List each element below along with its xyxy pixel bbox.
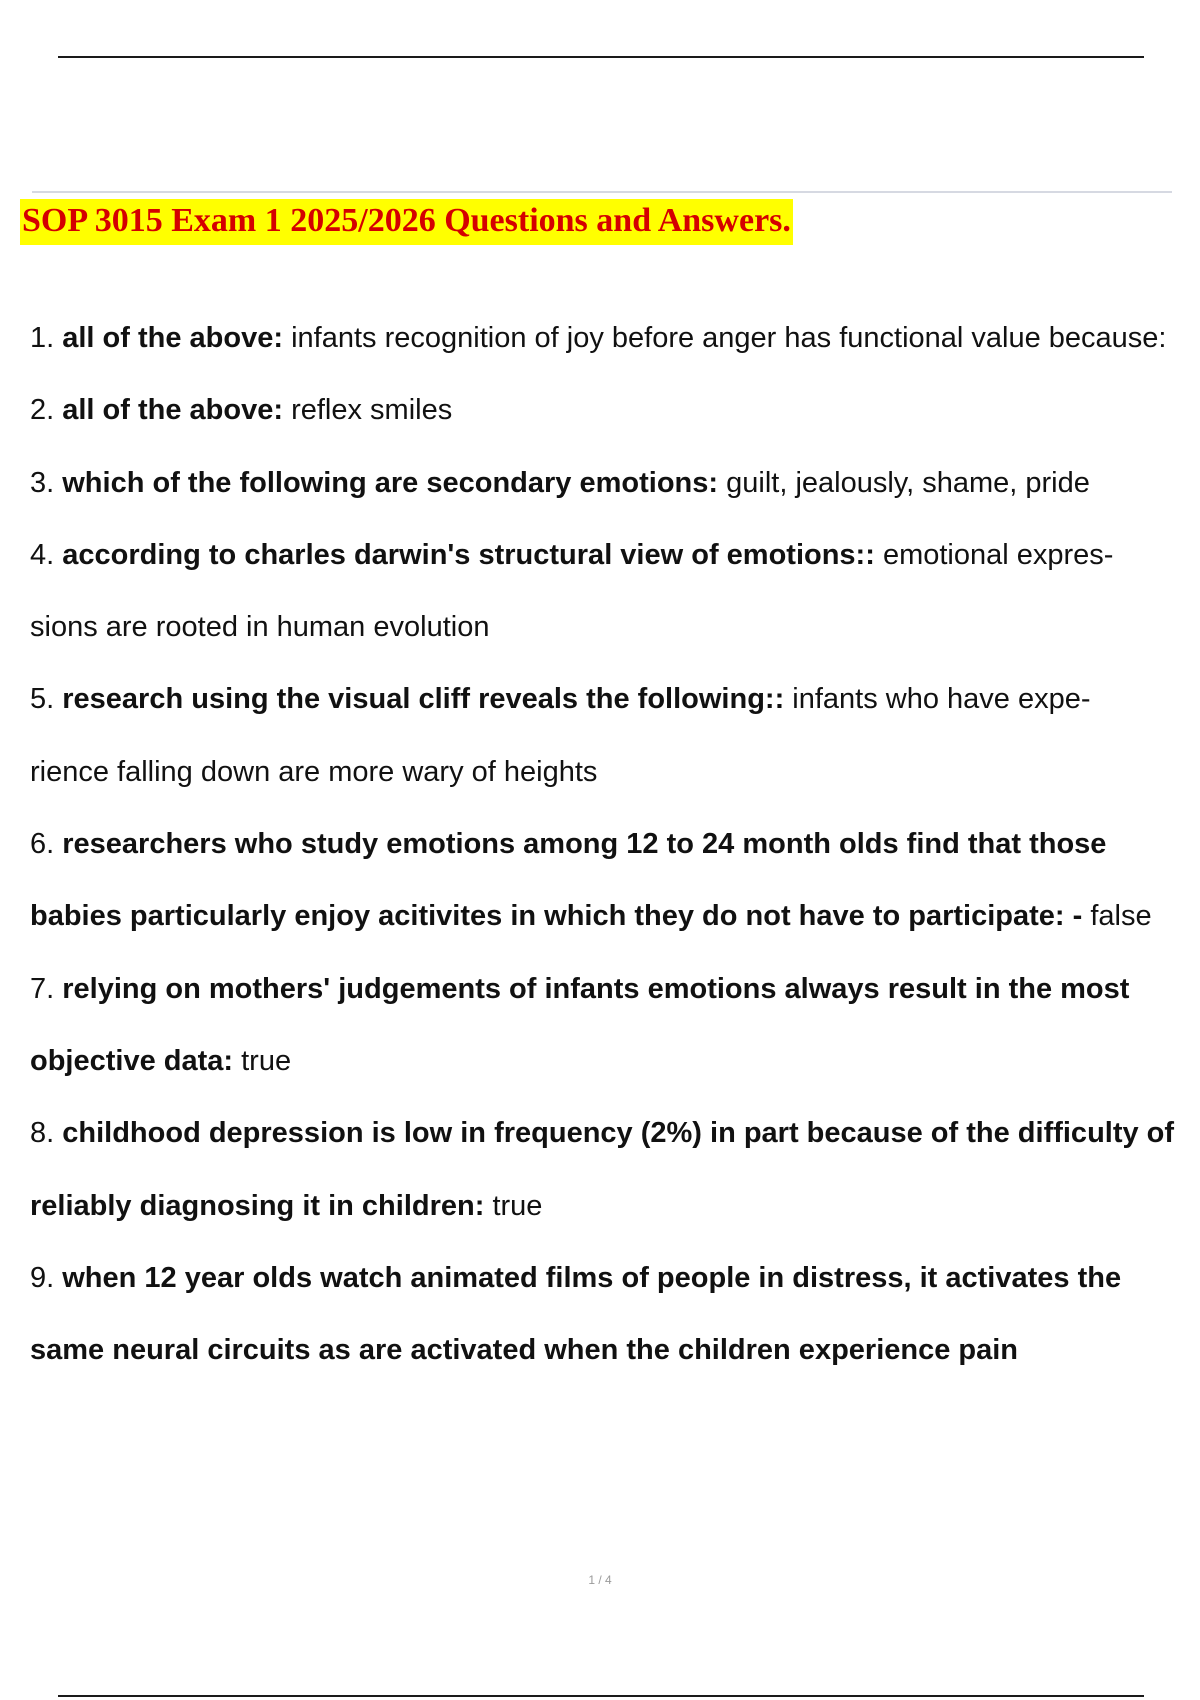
qa-item-3 xyxy=(30,447,1176,519)
qa-answer: true xyxy=(241,1044,292,1077)
qa-question: relying on mothers' judgements of infants emotions always result in the most objective data: xyxy=(30,972,1130,1077)
qa-number: 3. xyxy=(30,466,55,499)
qa-answer: false xyxy=(1090,900,1152,933)
qa-question: all of the above: xyxy=(62,322,284,354)
qa-answer: infants recognition of joy before anger has functional value because: xyxy=(291,322,1167,354)
title-divider xyxy=(32,191,1172,193)
qa-question: according to charles darwin's structural view of emotions:: xyxy=(62,538,875,571)
qa-question: research using the visual cliff reveals the following:: xyxy=(62,683,785,716)
qa-answer: infants who have expe- rience falling down are more wary of heights xyxy=(30,683,1091,788)
qa-number: 1. xyxy=(30,322,55,354)
document-title: SOP 3015 Exam 1 2025/2026 Questions and Answers. xyxy=(20,199,793,245)
bottom-rule xyxy=(58,1695,1144,1697)
qa-number: 9. xyxy=(30,1261,55,1294)
qa-question: researchers who study emotions among 12 to 24 month olds find that those babies particularly enjoy acitivites in which they do not have to participate: - xyxy=(30,828,1107,933)
qa-number: 6. xyxy=(30,828,55,861)
qa-question: which of the following are secondary emotions: xyxy=(62,466,719,499)
qa-number: 5. xyxy=(30,683,55,716)
qa-list xyxy=(30,302,1176,1386)
qa-number: 8. xyxy=(30,1117,55,1150)
qa-item-4 xyxy=(30,519,1176,664)
qa-answer: true xyxy=(492,1189,543,1222)
qa-question: when 12 year olds watch animated films of people in distress, it activates the same neural circuits as are activated when the children experience pain xyxy=(30,1261,1122,1367)
qa-answer: reflex smiles xyxy=(291,394,453,427)
qa-item-7 xyxy=(30,953,1176,1098)
qa-item-5 xyxy=(30,663,1176,808)
top-rule xyxy=(58,56,1144,58)
qa-question: childhood depression is low in frequency (2%) in part because of the difficulty of reliably diagnosing it in children: xyxy=(30,1117,1175,1222)
qa-item-9 xyxy=(30,1242,1176,1387)
page-number: 1 / 4 xyxy=(588,1573,612,1587)
qa-question: all of the above: xyxy=(62,394,284,427)
qa-item-6 xyxy=(30,808,1176,953)
qa-number: 2. xyxy=(30,394,55,427)
qa-number: 7. xyxy=(30,972,55,1005)
qa-number: 4. xyxy=(30,538,55,571)
qa-answer: emotional expres- sions are rooted in human evolution xyxy=(30,538,1114,644)
qa-item-2 xyxy=(30,374,1176,446)
qa-answer: guilt, jealously, shame, pride xyxy=(726,466,1090,499)
qa-item-8 xyxy=(30,1097,1176,1242)
qa-item-1 xyxy=(30,302,1176,374)
